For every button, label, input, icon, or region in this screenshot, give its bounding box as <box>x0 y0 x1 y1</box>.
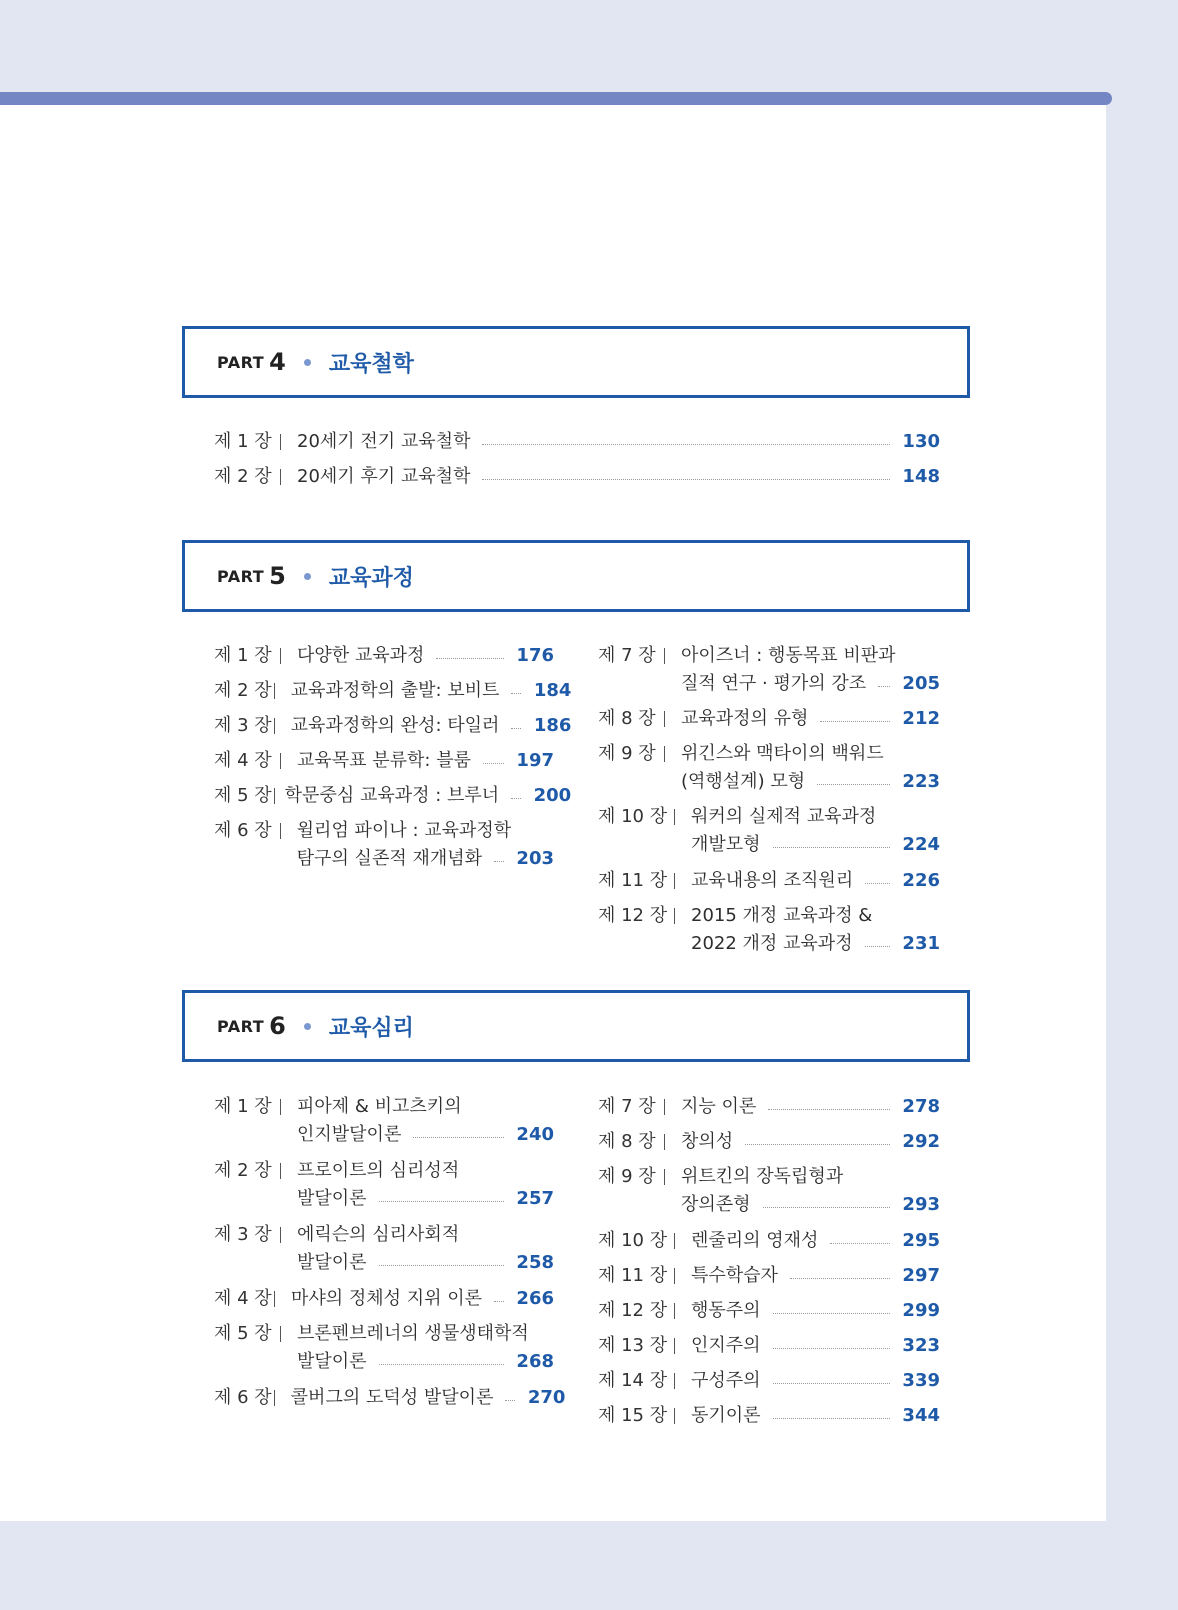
chapter-number: 제 9 장 <box>598 1166 656 1187</box>
leader-dots <box>773 1313 890 1314</box>
chapter-title: 교육목표 분류학: 블룸 197 <box>297 747 554 775</box>
separator <box>674 1408 675 1424</box>
part-number: 4 <box>269 348 286 376</box>
separator <box>674 908 675 924</box>
leader-dots <box>830 1243 890 1244</box>
page-number: 186 <box>533 715 572 736</box>
chapter-title: 교육내용의 조직원리 226 <box>691 867 940 895</box>
toc-entry[interactable] <box>598 803 940 859</box>
chapter-number: 제 8 장 <box>598 1131 656 1152</box>
leader-dots <box>745 1144 890 1145</box>
separator <box>274 683 275 699</box>
separator <box>280 469 281 485</box>
toc-entry[interactable] <box>598 1093 940 1121</box>
toc-entry[interactable] <box>214 1093 554 1149</box>
page-number: 223 <box>902 771 940 792</box>
chapter-title: 윌리엄 파이나 : 교육과정학 탐구의 실존적 재개념화 203 <box>297 817 554 873</box>
bullet-dot-icon <box>304 1023 311 1030</box>
part-label: PART <box>217 352 265 372</box>
leader-dots <box>773 847 890 848</box>
leader-dots <box>511 728 521 729</box>
chapter-title: 행동주의 299 <box>691 1297 940 1325</box>
separator <box>274 1291 275 1307</box>
toc-entry[interactable] <box>598 1297 940 1325</box>
chapter-number: 제 9 장 <box>598 743 656 764</box>
separator <box>664 746 665 762</box>
chapter-number: 제 11 장 <box>598 870 668 891</box>
page-number: 148 <box>902 466 940 487</box>
leader-dots <box>511 798 521 799</box>
chapter-number: 제 5 장 <box>214 785 272 806</box>
page-number: 292 <box>902 1131 940 1152</box>
chapter-title: 지능 이론 278 <box>681 1093 940 1121</box>
page-number: 203 <box>516 848 554 869</box>
separator <box>280 1326 281 1342</box>
separator <box>274 788 275 804</box>
toc-entry[interactable] <box>598 1262 940 1290</box>
page-number: 231 <box>902 933 940 954</box>
page-number: 212 <box>902 708 940 729</box>
toc-entry[interactable] <box>214 463 940 491</box>
chapter-number: 제 4 장 <box>214 750 272 771</box>
toc-entry[interactable] <box>598 867 940 895</box>
page-number: 295 <box>902 1230 940 1251</box>
separator <box>674 873 675 889</box>
separator <box>664 648 665 664</box>
leader-dots <box>820 721 890 722</box>
toc-entry[interactable] <box>598 1128 940 1156</box>
leader-dots <box>379 1364 504 1365</box>
chapter-title: 위트킨의 장독립형과 장의존형 293 <box>681 1163 940 1219</box>
part-4-header <box>182 326 970 398</box>
toc-entry[interactable] <box>214 1221 554 1277</box>
toc-entry[interactable] <box>214 677 572 705</box>
leader-dots <box>768 1109 890 1110</box>
page-number: 293 <box>902 1194 940 1215</box>
page-number: 226 <box>902 870 940 891</box>
chapter-title: 학문중심 교육과정 : 브루너 200 <box>285 782 572 810</box>
leader-dots <box>878 686 890 687</box>
separator <box>280 1227 281 1243</box>
chapter-title: 특수학습자 297 <box>691 1262 940 1290</box>
page-number: 270 <box>527 1387 566 1408</box>
page-number: 268 <box>516 1351 554 1372</box>
chapter-title: 20세기 전기 교육철학 130 <box>297 428 940 456</box>
separator <box>274 1390 275 1406</box>
part-label: PART <box>217 1016 265 1036</box>
chapter-number: 제 2 장 <box>214 1160 272 1181</box>
page-number: 339 <box>902 1370 940 1391</box>
toc-entry[interactable] <box>214 747 554 775</box>
chapter-title: 피아제 & 비고츠키의 인지발달이론 240 <box>297 1093 554 1149</box>
leader-dots <box>379 1265 504 1266</box>
chapter-number: 제 6 장 <box>214 820 272 841</box>
separator <box>280 1163 281 1179</box>
separator <box>280 1099 281 1115</box>
toc-entry[interactable] <box>598 902 940 958</box>
page-number: 205 <box>902 673 940 694</box>
chapter-number: 제 2 장 <box>214 680 272 701</box>
toc-entry[interactable] <box>598 1367 940 1395</box>
page-number: 299 <box>902 1300 940 1321</box>
chapter-number: 제 11 장 <box>598 1265 668 1286</box>
leader-dots <box>773 1348 890 1349</box>
page-number: 176 <box>516 645 554 666</box>
part-6-header <box>182 990 970 1062</box>
page-number: 278 <box>902 1096 940 1117</box>
separator <box>664 1134 665 1150</box>
leader-dots <box>494 861 504 862</box>
chapter-title: 구성주의 339 <box>691 1367 940 1395</box>
bullet-dot-icon <box>304 573 311 580</box>
chapter-number: 제 1 장 <box>214 431 272 452</box>
part-number: 6 <box>269 1012 286 1040</box>
chapter-number: 제 12 장 <box>598 1300 668 1321</box>
part-title: 교육철학 <box>328 351 414 377</box>
leader-dots <box>482 479 890 480</box>
separator <box>274 718 275 734</box>
leader-dots <box>817 784 890 785</box>
leader-dots <box>773 1383 890 1384</box>
page-number: 130 <box>902 431 940 452</box>
chapter-title: 다양한 교육과정 176 <box>297 642 554 670</box>
toc-entry[interactable] <box>214 1320 554 1376</box>
top-accent-bar <box>0 92 1112 105</box>
chapter-title: 위긴스와 맥타이의 백워드 (역행설계) 모형 223 <box>681 740 940 796</box>
chapter-number: 제 8 장 <box>598 708 656 729</box>
toc-entry[interactable] <box>214 782 572 810</box>
toc-entry[interactable] <box>214 1285 554 1313</box>
chapter-title: 교육과정학의 완성: 타일러 186 <box>291 712 572 740</box>
chapter-title: 마샤의 정체성 지위 이론 266 <box>291 1285 554 1313</box>
leader-dots <box>511 693 521 694</box>
chapter-number: 제 2 장 <box>214 466 272 487</box>
separator <box>674 1373 675 1389</box>
chapter-number: 제 1 장 <box>214 645 272 666</box>
bullet-dot-icon <box>304 359 311 366</box>
chapter-number: 제 10 장 <box>598 1230 668 1251</box>
toc-entry[interactable] <box>598 1332 940 1360</box>
leader-dots <box>865 883 890 884</box>
leader-dots <box>379 1201 504 1202</box>
chapter-number: 제 3 장 <box>214 1224 272 1245</box>
chapter-title: 콜버그의 도덕성 발달이론 270 <box>291 1384 566 1412</box>
leader-dots <box>483 763 504 764</box>
page-number: 197 <box>516 750 554 771</box>
page-number: 323 <box>902 1335 940 1356</box>
separator <box>664 1169 665 1185</box>
toc-entry[interactable] <box>598 705 940 733</box>
page-number: 257 <box>516 1188 554 1209</box>
chapter-title: 교육과정의 유형 212 <box>681 705 940 733</box>
toc-entry[interactable] <box>214 642 554 670</box>
chapter-number: 제 10 장 <box>598 806 668 827</box>
separator <box>674 1303 675 1319</box>
separator <box>280 434 281 450</box>
separator <box>664 711 665 727</box>
toc-entry[interactable] <box>598 642 940 698</box>
page-number: 224 <box>902 834 940 855</box>
toc-entry[interactable] <box>598 740 940 796</box>
page-number: 297 <box>902 1265 940 1286</box>
leader-dots <box>773 1418 890 1419</box>
part-5-header <box>182 540 970 612</box>
separator <box>674 1233 675 1249</box>
chapter-title: 2015 개정 교육과정 & 2022 개정 교육과정 231 <box>691 902 940 958</box>
separator <box>280 753 281 769</box>
chapter-number: 제 1 장 <box>214 1096 272 1117</box>
toc-entry[interactable] <box>214 817 554 873</box>
leader-dots <box>763 1207 890 1208</box>
page-number: 200 <box>533 785 572 806</box>
leader-dots <box>790 1278 890 1279</box>
chapter-title: 브론펜브레너의 생물생태학적 발달이론 268 <box>297 1320 554 1376</box>
chapter-title: 아이즈너 : 행동목표 비판과 질적 연구 · 평가의 강조 205 <box>681 642 940 698</box>
chapter-title: 렌줄리의 영재성 295 <box>691 1227 940 1255</box>
chapter-title: 동기이론 344 <box>691 1402 940 1430</box>
leader-dots <box>865 946 890 947</box>
chapter-number: 제 6 장 <box>214 1387 272 1408</box>
leader-dots <box>505 1400 515 1401</box>
chapter-number: 제 5 장 <box>214 1323 272 1344</box>
chapter-number: 제 4 장 <box>214 1288 272 1309</box>
leader-dots <box>413 1137 504 1138</box>
part-title: 교육과정 <box>328 565 414 591</box>
leader-dots <box>494 1301 504 1302</box>
toc-entry[interactable] <box>214 1157 554 1213</box>
chapter-number: 제 7 장 <box>598 645 656 666</box>
toc-entry[interactable] <box>598 1402 940 1430</box>
page-number: 344 <box>902 1405 940 1426</box>
part-label: PART <box>217 566 265 586</box>
chapter-title: 20세기 후기 교육철학 148 <box>297 463 940 491</box>
chapter-title: 창의성 292 <box>681 1128 940 1156</box>
chapter-number: 제 3 장 <box>214 715 272 736</box>
chapter-title: 인지주의 323 <box>691 1332 940 1360</box>
separator <box>674 809 675 825</box>
chapter-number: 제 13 장 <box>598 1335 668 1356</box>
chapter-title: 교육과정학의 출발: 보비트 184 <box>291 677 572 705</box>
chapter-number: 제 15 장 <box>598 1405 668 1426</box>
separator <box>280 648 281 664</box>
toc-entry[interactable] <box>598 1227 940 1255</box>
chapter-number: 제 14 장 <box>598 1370 668 1391</box>
separator <box>674 1338 675 1354</box>
toc-entry[interactable] <box>214 428 940 456</box>
separator <box>674 1268 675 1284</box>
toc-entry[interactable] <box>214 712 572 740</box>
leader-dots <box>436 658 504 659</box>
chapter-number: 제 12 장 <box>598 905 668 926</box>
separator <box>280 823 281 839</box>
chapter-title: 프로이트의 심리성적 발달이론 257 <box>297 1157 554 1213</box>
toc-entry[interactable] <box>214 1384 566 1412</box>
separator <box>664 1099 665 1115</box>
page-number: 258 <box>516 1252 554 1273</box>
leader-dots <box>482 444 890 445</box>
chapter-title: 워커의 실제적 교육과정 개발모형 224 <box>691 803 940 859</box>
chapter-title: 에릭슨의 심리사회적 발달이론 258 <box>297 1221 554 1277</box>
page-number: 266 <box>516 1288 554 1309</box>
page-number: 184 <box>533 680 572 701</box>
part-number: 5 <box>269 562 286 590</box>
page-number: 240 <box>516 1124 554 1145</box>
toc-entry[interactable] <box>598 1163 940 1219</box>
part-title: 교육심리 <box>328 1015 414 1041</box>
chapter-number: 제 7 장 <box>598 1096 656 1117</box>
